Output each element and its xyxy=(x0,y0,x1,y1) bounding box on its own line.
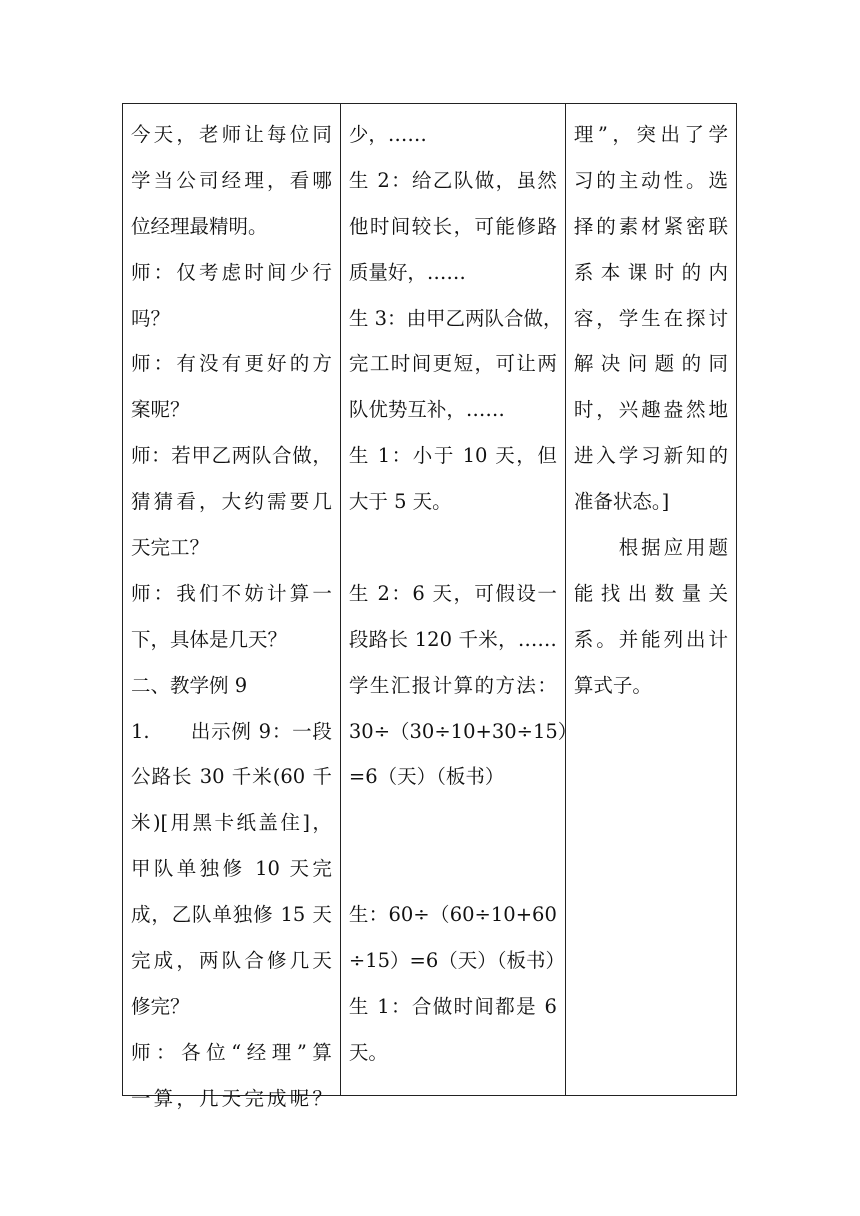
text-line: 系本课时的内 xyxy=(573,260,728,284)
text-line: 1. 出示例 9：一段 xyxy=(131,719,332,743)
text-line: 算式子。 xyxy=(573,673,652,697)
text-line: 他时间较长，可能修路 xyxy=(348,214,557,238)
text-line: 猜猜看，大约需要几 xyxy=(131,490,332,514)
text-line: 生 3：由甲乙两队合做， xyxy=(348,306,563,330)
text-line: 今天，老师让每位同 xyxy=(131,123,332,146)
text-line: 甲队单独修 10 天完 xyxy=(131,857,332,881)
formula-line: =6（天）（板书） xyxy=(348,765,505,789)
text-line: 习的主动性。选 xyxy=(573,168,728,192)
text-line: 天。 xyxy=(348,1040,388,1064)
text-line: 生 2：给乙队做，虽然 xyxy=(348,168,557,192)
design-notes-column xyxy=(566,104,736,1095)
text-line: 吗？ xyxy=(131,306,171,330)
blank-line xyxy=(349,800,557,846)
text-line: 米)[用黑卡纸盖住]， xyxy=(131,811,332,835)
text-line: 完工时间更短，可让两 xyxy=(348,352,557,376)
blank-line xyxy=(349,525,557,571)
text-line: 队优势互补，…… xyxy=(348,398,505,422)
text-line: 择的素材紧密联 xyxy=(573,214,728,238)
teacher-activity-column xyxy=(123,104,341,1110)
text-line: 段路长 120 千米，…… xyxy=(348,627,557,651)
text-line: 理”，突出了学 xyxy=(573,123,728,146)
blank-line xyxy=(349,846,557,892)
text-line: 师：我们不妨计算一 xyxy=(131,581,332,605)
text-line: 成，乙队单独修 15 天 xyxy=(131,903,332,927)
text-line: 修完？ xyxy=(131,994,190,1018)
formula-line: 生：60÷（60÷10+60 xyxy=(348,903,557,927)
text-line: 师：仅考虑时间少行 xyxy=(131,260,332,284)
text-line: 质量好，…… xyxy=(348,260,466,284)
section-heading: 二、教学例 9 xyxy=(131,673,248,697)
text-line: 下，具体是几天？ xyxy=(131,627,288,651)
text-line: 生 1：合做时间都是 6 xyxy=(348,994,557,1018)
text-line: 能找出数量关 xyxy=(573,581,728,605)
text-line: 系。并能列出计 xyxy=(573,627,728,651)
text-line: 根据应用题 xyxy=(573,536,728,560)
text-line: 生 1：小于 10 天，但 xyxy=(348,444,557,468)
text-line: 大于 5 天。 xyxy=(348,490,452,514)
student-activity-column xyxy=(341,104,578,1095)
text-line: 位经理最精明。 xyxy=(131,214,268,238)
text-line: 进入学习新知的 xyxy=(573,444,728,468)
text-line: 师：有没有更好的方 xyxy=(131,352,332,376)
text-line: 解决问题的同 xyxy=(573,352,728,376)
text-line: 时，兴趣盎然地 xyxy=(573,398,728,422)
text-line: 完成，两队合修几天 xyxy=(131,949,332,973)
text-line: 少，…… xyxy=(348,123,427,146)
text-line: 师：若甲乙两队合做， xyxy=(131,444,332,468)
text-line: 天完工？ xyxy=(131,536,210,560)
text-line: 一算，几天完成呢？ xyxy=(131,1086,332,1110)
formula-line: ÷15）=6（天）（板书） xyxy=(348,949,566,973)
text-line: 学当公司经理，看哪 xyxy=(131,168,332,192)
text-line: 学生汇报计算的方法： xyxy=(348,673,557,697)
text-line: 案呢？ xyxy=(131,398,190,422)
text-line: 准备状态。] xyxy=(573,490,670,514)
text-line: 容，学生在探讨 xyxy=(573,306,728,330)
text-line: 师：各位“经理”算 xyxy=(131,1040,332,1064)
text-line: 生 2：6 天，可假设一 xyxy=(348,581,557,605)
formula-line: 30÷（30÷10+30÷15） xyxy=(348,719,578,743)
text-line: 公路长 30 千米(60 千 xyxy=(131,765,332,789)
lesson-plan-table xyxy=(122,103,737,1110)
